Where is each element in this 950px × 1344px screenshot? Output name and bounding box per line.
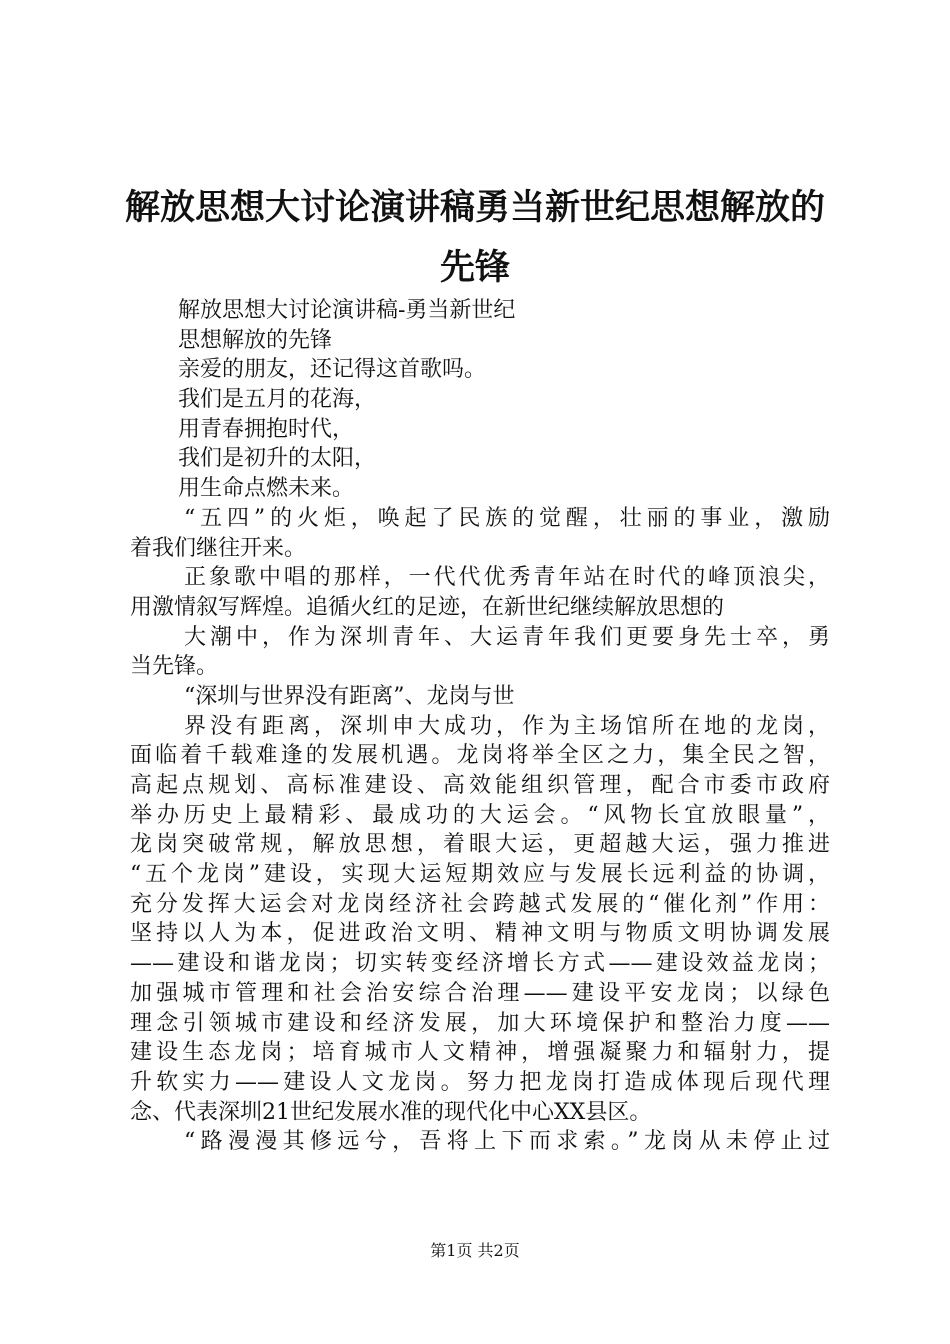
paragraph-line: 大潮中，作为深圳青年、大运青年我们更要身先士卒，勇 xyxy=(184,624,830,650)
page-footer: 第1页 共2页 xyxy=(430,1241,520,1260)
paragraph-line: 理念引领城市建设和经济发展，加大环境保护和整治力度—— xyxy=(130,1010,830,1036)
paragraph-line: 界没有距离，深圳申大成功，作为主场馆所在地的龙岗， xyxy=(184,713,830,739)
paragraph-line: 用生命点燃未来。 xyxy=(178,476,355,502)
paragraph-line: 面临着千载难逢的发展机遇。龙岗将举全区之力，集全民之智， xyxy=(130,743,830,769)
paragraph-line: 解放思想大讨论演讲稿-勇当新世纪 xyxy=(178,298,516,323)
document-title-line-2: 先锋 xyxy=(439,248,510,288)
paragraph-line: 升软实力——建设人文龙岗。努力把龙岗打造成体现后现代理 xyxy=(130,1069,830,1095)
paragraph-line: 高起点规划、高标准建设、高效能组织管理，配合市委市政府 xyxy=(130,773,830,798)
paragraph-line: “五个龙岗”建设，实现大运短期效应与发展长远利益的协调， xyxy=(130,862,830,888)
paragraph-line: 建设生态龙岗；培育城市人文精神，增强凝聚力和辐射力，提 xyxy=(130,1040,830,1066)
paragraph-line: 亲爱的朋友，还记得这首歌吗。 xyxy=(178,357,487,383)
paragraph-line: “路漫漫其修远兮，吾将上下而求索。”龙岗从未停止过 xyxy=(184,1129,830,1155)
paragraph-line: 我们是五月的花海， xyxy=(178,387,377,413)
paragraph-line: 思想解放的先锋 xyxy=(178,327,333,353)
paragraph-line: 充分发挥大运会对龙岗经济社会跨越式发展的“催化剂”作用： xyxy=(130,891,830,917)
paragraph-line: 坚持以人为本，促进政治文明、精神文明与物质文明协调发展 xyxy=(130,921,830,947)
paragraph-line: 正象歌中唱的那样，一代代优秀青年站在时代的峰顶浪尖， xyxy=(184,565,830,591)
paragraph-line: 举办历史上最精彩、最成功的大运会。“风物长宜放眼量”， xyxy=(130,802,830,828)
paragraph-line: 念、代表深圳21世纪发展水准的现代化中心XX县区。 xyxy=(130,1099,652,1125)
paragraph-line: 加强城市管理和社会治安综合治理——建设平安龙岗；以绿色 xyxy=(130,980,830,1006)
paragraph-line: 着我们继往开来。 xyxy=(130,535,307,561)
document-title-line-1: 解放思想大讨论演讲稿勇当新世纪思想解放的 xyxy=(124,188,825,228)
paragraph-line: ——建设和谐龙岗；切实转变经济增长方式——建设效益龙岗； xyxy=(130,951,830,977)
paragraph-line: 用激情叙写辉煌。追循火红的足迹，在新世纪继续解放思想的 xyxy=(130,594,725,620)
paragraph-line: 我们是初升的太阳， xyxy=(178,446,377,472)
paragraph-line: “深圳与世界没有距离”、龙岗与世 xyxy=(184,683,515,709)
paragraph-line: 用青春拥抱时代， xyxy=(178,416,355,442)
document-body xyxy=(130,296,830,1157)
paragraph-line: 当先锋。 xyxy=(130,654,219,680)
paragraph-line: 龙岗突破常规，解放思想，着眼大运，更超越大运，强力推进 xyxy=(130,832,830,858)
paragraph-line: “五四”的火炬，唤起了民族的觉醒，壮丽的事业，激励 xyxy=(184,505,830,531)
